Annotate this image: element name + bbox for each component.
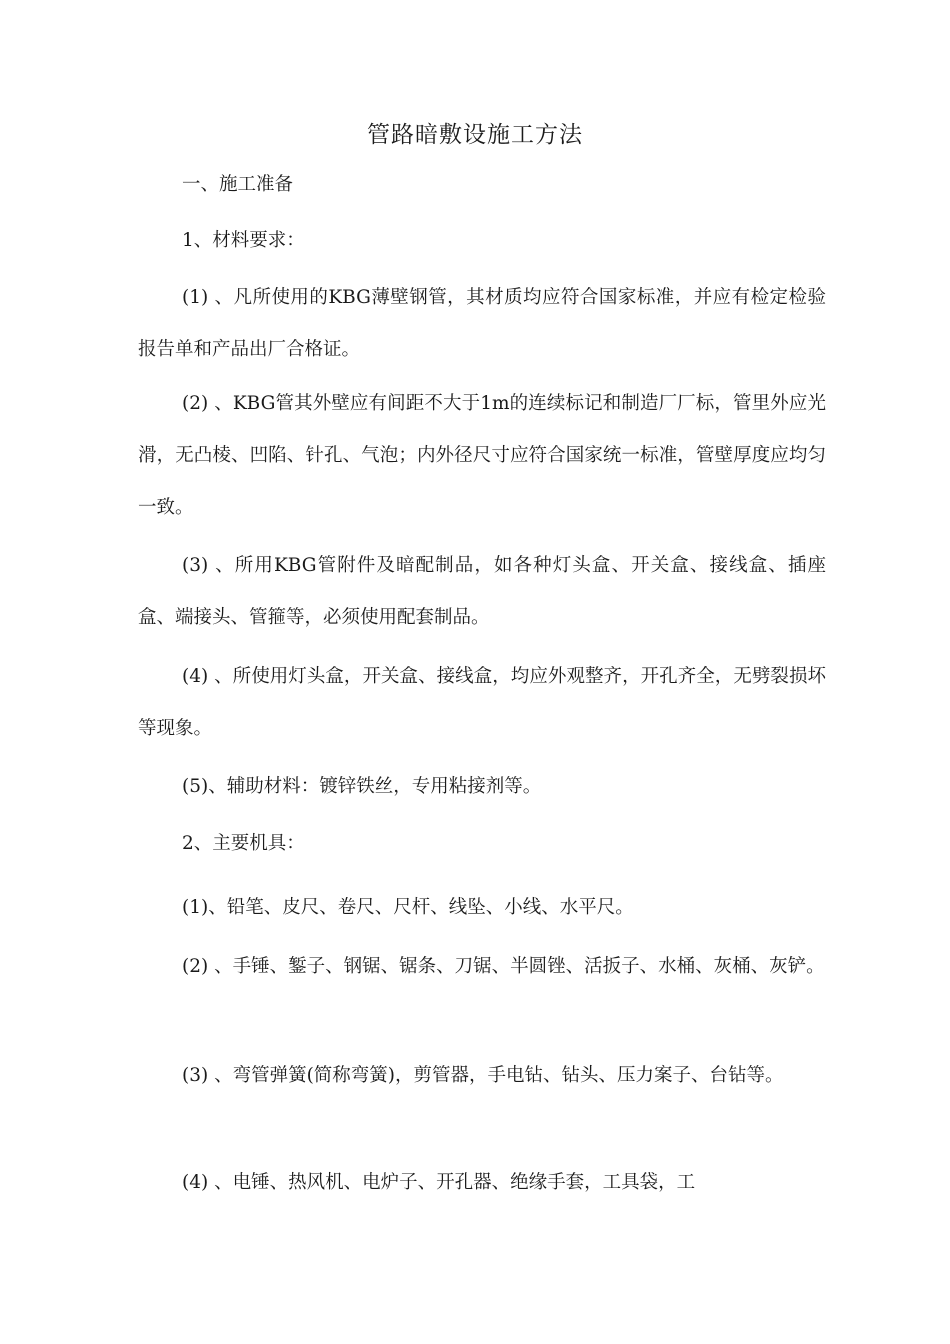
paragraph: (2) 、KBG管其外壁应有间距不大于1m的连续标记和制造厂厂标，管里外应光滑，无凸棱、凹陷、针孔、气泡；内外径尺寸应符合国家统一标准，管壁厚度应均匀一致。 [138,393,826,518]
paragraph: (1) 、凡所使用的KBG薄壁钢管，其材质均应符合国家标准，并应有检定检验报告单和产品出厂合格证。 [138,287,826,360]
paragraph: (4) 、所使用灯头盒，开关盒、接线盒，均应外观整齐，开孔齐全，无劈裂损坏等现象。 [138,666,826,739]
subsection-heading: 1、材料要求： [182,230,305,251]
paragraph: (2) 、手锤、錾子、钢锯、锯条、刀锯、半圆锉、活扳子、水桶、灰桶、灰铲。 [182,956,825,977]
paragraph: (1)、铅笔、皮尺、卷尺、尺杆、线坠、小线、水平尺。 [182,897,634,918]
subsection-heading: 2、主要机具： [182,833,305,854]
paragraph: (4) 、电锤、热风机、电炉子、开孔器、绝缘手套，工具袋，工 [182,1172,696,1193]
section-heading: 一、施工准备 [182,174,294,195]
paragraph: (3) 、所用KBG管附件及暗配制品，如各种灯头盒、开关盒、接线盒、插座盒、端接头、管箍等，必须使用配套制品。 [138,555,826,628]
document-title: 管路暗敷设施工方法 [367,122,583,148]
paragraph: (5)、辅助材料：镀锌铁丝，专用粘接剂等。 [182,776,542,797]
paragraph: (3) 、弯管弹簧(简称弯簧)，剪管器，手电钻、钻头、压力案子、台钻等。 [182,1065,784,1086]
